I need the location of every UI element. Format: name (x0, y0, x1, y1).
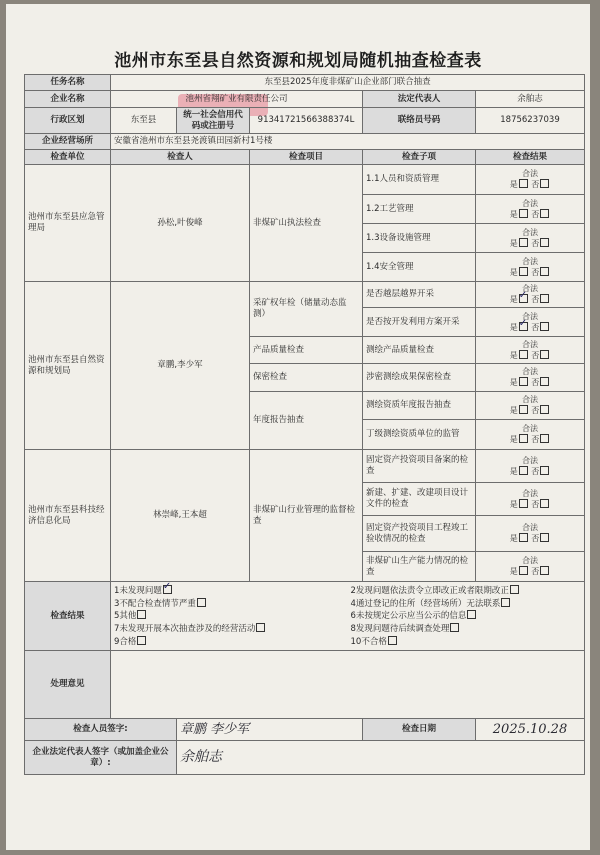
subitem: 丁级测绘资质单位的监管 (363, 420, 476, 450)
group-1-item-1: 非煤矿山执法检查 (250, 165, 363, 282)
no-checkbox[interactable] (540, 238, 549, 247)
no-checkbox[interactable] (540, 209, 549, 218)
company-label: 企业名称 (25, 91, 111, 108)
inspection-form (24, 74, 585, 775)
result-cell: 合法 是 否 (476, 516, 585, 552)
no-checkbox[interactable] (540, 350, 549, 359)
result-option-10[interactable]: 10不合格 (351, 636, 582, 648)
yes-checkbox[interactable] (519, 377, 528, 386)
group-2-item-4: 年度报告抽查 (250, 392, 363, 450)
result-section-label: 检查结果 (25, 582, 111, 651)
result-cell: 合法 是 否 (476, 364, 585, 392)
result-cell: 合法 是 否 (476, 224, 585, 253)
yes-checkbox[interactable] (519, 566, 528, 575)
yes-checkbox[interactable] (519, 533, 528, 542)
option-checkbox[interactable] (137, 636, 146, 645)
result-options (111, 582, 585, 651)
group-2-inspectors: 章鹏,李少军 (111, 282, 250, 450)
document-title: 池州市东至县自然资源和规划局随机抽查检查表 (114, 51, 482, 71)
group-2-item-2: 产品质量检查 (250, 337, 363, 364)
group-1-inspectors: 孙松,叶俊峰 (111, 165, 250, 282)
opinion-label: 处理意见 (25, 651, 111, 719)
result-cell: 合法 是 否 (476, 483, 585, 516)
col-subitem: 检查子项 (363, 150, 476, 165)
yes-checkbox[interactable] (519, 209, 528, 218)
col-result: 检查结果 (476, 150, 585, 165)
address-value: 安徽省池州市东至县尧渡镇田园新村1号楼 (111, 134, 585, 150)
option-checkbox[interactable] (501, 598, 510, 607)
result-option-7[interactable]: 7未发现开展本次抽查涉及的经营活动 (114, 623, 345, 635)
subitem: 1.2工艺管理 (363, 195, 476, 224)
result-cell: 合法 是✓ 否 (476, 282, 585, 308)
result-cell: 合法 是 否 (476, 420, 585, 450)
company-value: 池州省翔矿业有限责任公司 (111, 91, 363, 108)
subitem: 是否越层越界开采 (363, 282, 476, 308)
group-3-unit: 池州市东至县科技经济信息化局 (25, 450, 111, 582)
credit-code-value: 91341721566388374L (250, 108, 363, 134)
no-checkbox[interactable] (540, 566, 549, 575)
subitem: 1.4安全管理 (363, 253, 476, 282)
no-checkbox[interactable] (540, 294, 549, 303)
inspector-sign-label: 检查人员签字: (25, 719, 177, 741)
subitem: 固定资产投资项目备案的检查 (363, 450, 476, 483)
result-cell: 合法 是 否 (476, 552, 585, 582)
subitem: 测绘资质年度报告抽查 (363, 392, 476, 420)
yes-checkbox[interactable] (519, 267, 528, 276)
date-value[interactable]: 2025.10.28 (476, 719, 585, 741)
option-checkbox[interactable] (137, 610, 146, 619)
group-2-item-1: 采矿权年检（储量动态监测） (250, 282, 363, 337)
legal-rep-label: 法定代表人 (363, 91, 476, 108)
result-cell: 合法 是 否 (476, 392, 585, 420)
col-unit: 检查单位 (25, 150, 111, 165)
group-3-inspectors: 林崇峰,王本超 (111, 450, 250, 582)
result-option-3[interactable]: 3不配合检查情节严重 (114, 598, 345, 610)
result-cell: 合法 是 否 (476, 195, 585, 224)
document-page (6, 4, 590, 850)
yes-checkbox-checked[interactable] (519, 322, 528, 331)
yes-checkbox[interactable] (519, 434, 528, 443)
phone-label: 联络员号码 (363, 108, 476, 134)
group-3-item-1: 非煤矿山行业管理的监督检查 (250, 450, 363, 582)
opinion-field[interactable] (111, 651, 585, 719)
no-checkbox[interactable] (540, 533, 549, 542)
yes-checkbox[interactable] (519, 179, 528, 188)
subitem: 新建、扩建、改建项目设计文件的检查 (363, 483, 476, 516)
no-checkbox[interactable] (540, 405, 549, 414)
result-cell: 合法 是 否 (476, 450, 585, 483)
subitem: 固定资产投资项目工程竣工验收情况的检查 (363, 516, 476, 552)
yes-checkbox[interactable] (519, 466, 528, 475)
region-value: 东至县 (111, 108, 177, 134)
option-checkbox[interactable] (510, 585, 519, 594)
yes-checkbox[interactable] (519, 499, 528, 508)
legal-rep-value: 余舶志 (476, 91, 585, 108)
subitem: 是否按开发利用方案开采 (363, 308, 476, 337)
yes-checkbox[interactable] (519, 238, 528, 247)
result-option-4[interactable]: 4通过登记的住所（经营场所）无法联系 (351, 598, 582, 610)
option-checkbox-checked[interactable] (163, 585, 172, 594)
yes-checkbox-checked[interactable] (519, 294, 528, 303)
col-item: 检查项目 (250, 150, 363, 165)
result-option-6[interactable]: 6未按规定公示应当公示的信息 (351, 610, 582, 622)
no-checkbox[interactable] (540, 434, 549, 443)
inspector-signature[interactable]: 章鹏 李少军 (177, 719, 363, 741)
region-label: 行政区划 (25, 108, 111, 134)
no-checkbox[interactable] (540, 499, 549, 508)
result-cell: 合法 是 否 (476, 165, 585, 195)
group-1-unit: 池州市东至县应急管理局 (25, 165, 111, 282)
ok-label: 合法 (522, 169, 538, 178)
subitem: 测绘产品质量检查 (363, 337, 476, 364)
result-cell: 合法 是✓ 否 (476, 308, 585, 337)
no-checkbox[interactable] (540, 466, 549, 475)
result-cell: 合法 是 否 (476, 337, 585, 364)
no-checkbox[interactable] (540, 377, 549, 386)
yes-checkbox[interactable] (519, 405, 528, 414)
phone-value: 18756237039 (476, 108, 585, 134)
no-checkbox[interactable] (540, 322, 549, 331)
credit-code-label: 统一社会信用代码或注册号 (177, 108, 250, 134)
task-label: 任务名称 (25, 75, 111, 91)
result-option-5[interactable]: 5其他 (114, 610, 345, 622)
address-label: 企业经营场所 (25, 134, 111, 150)
legal-sign-label: 企业法定代表人签字（或加盖企业公章）: (25, 741, 177, 775)
result-option-1[interactable]: 1未发现问题✓ (114, 585, 345, 597)
option-checkbox[interactable] (467, 610, 476, 619)
no-checkbox[interactable] (540, 179, 549, 188)
date-label: 检查日期 (363, 719, 476, 741)
group-2-item-3: 保密检查 (250, 364, 363, 392)
option-checkbox[interactable] (450, 623, 459, 632)
yes-checkbox[interactable] (519, 350, 528, 359)
group-2-unit: 池州市东至县自然资源和规划局 (25, 282, 111, 450)
option-checkbox[interactable] (388, 636, 397, 645)
result-option-9[interactable]: 9合格 (114, 636, 345, 648)
result-option-8[interactable]: 8发现问题待后续调查处理 (351, 623, 582, 635)
task-value: 东至县2025年度非煤矿山企业部门联合抽查 (111, 75, 585, 91)
subitem: 1.3设备设施管理 (363, 224, 476, 253)
subitem: 1.1人员和资质管理 (363, 165, 476, 195)
legal-signature[interactable]: 余舶志 (177, 741, 585, 775)
subitem: 涉密测绘成果保密检查 (363, 364, 476, 392)
option-checkbox[interactable] (256, 623, 265, 632)
no-checkbox[interactable] (540, 267, 549, 276)
result-cell: 合法 是 否 (476, 253, 585, 282)
result-option-2[interactable]: 2发现问题依法责令立即改正或者限期改正 (351, 585, 582, 597)
col-inspector: 检查人 (111, 150, 250, 165)
option-checkbox[interactable] (197, 598, 206, 607)
subitem: 非煤矿山生产能力情况的检查 (363, 552, 476, 582)
